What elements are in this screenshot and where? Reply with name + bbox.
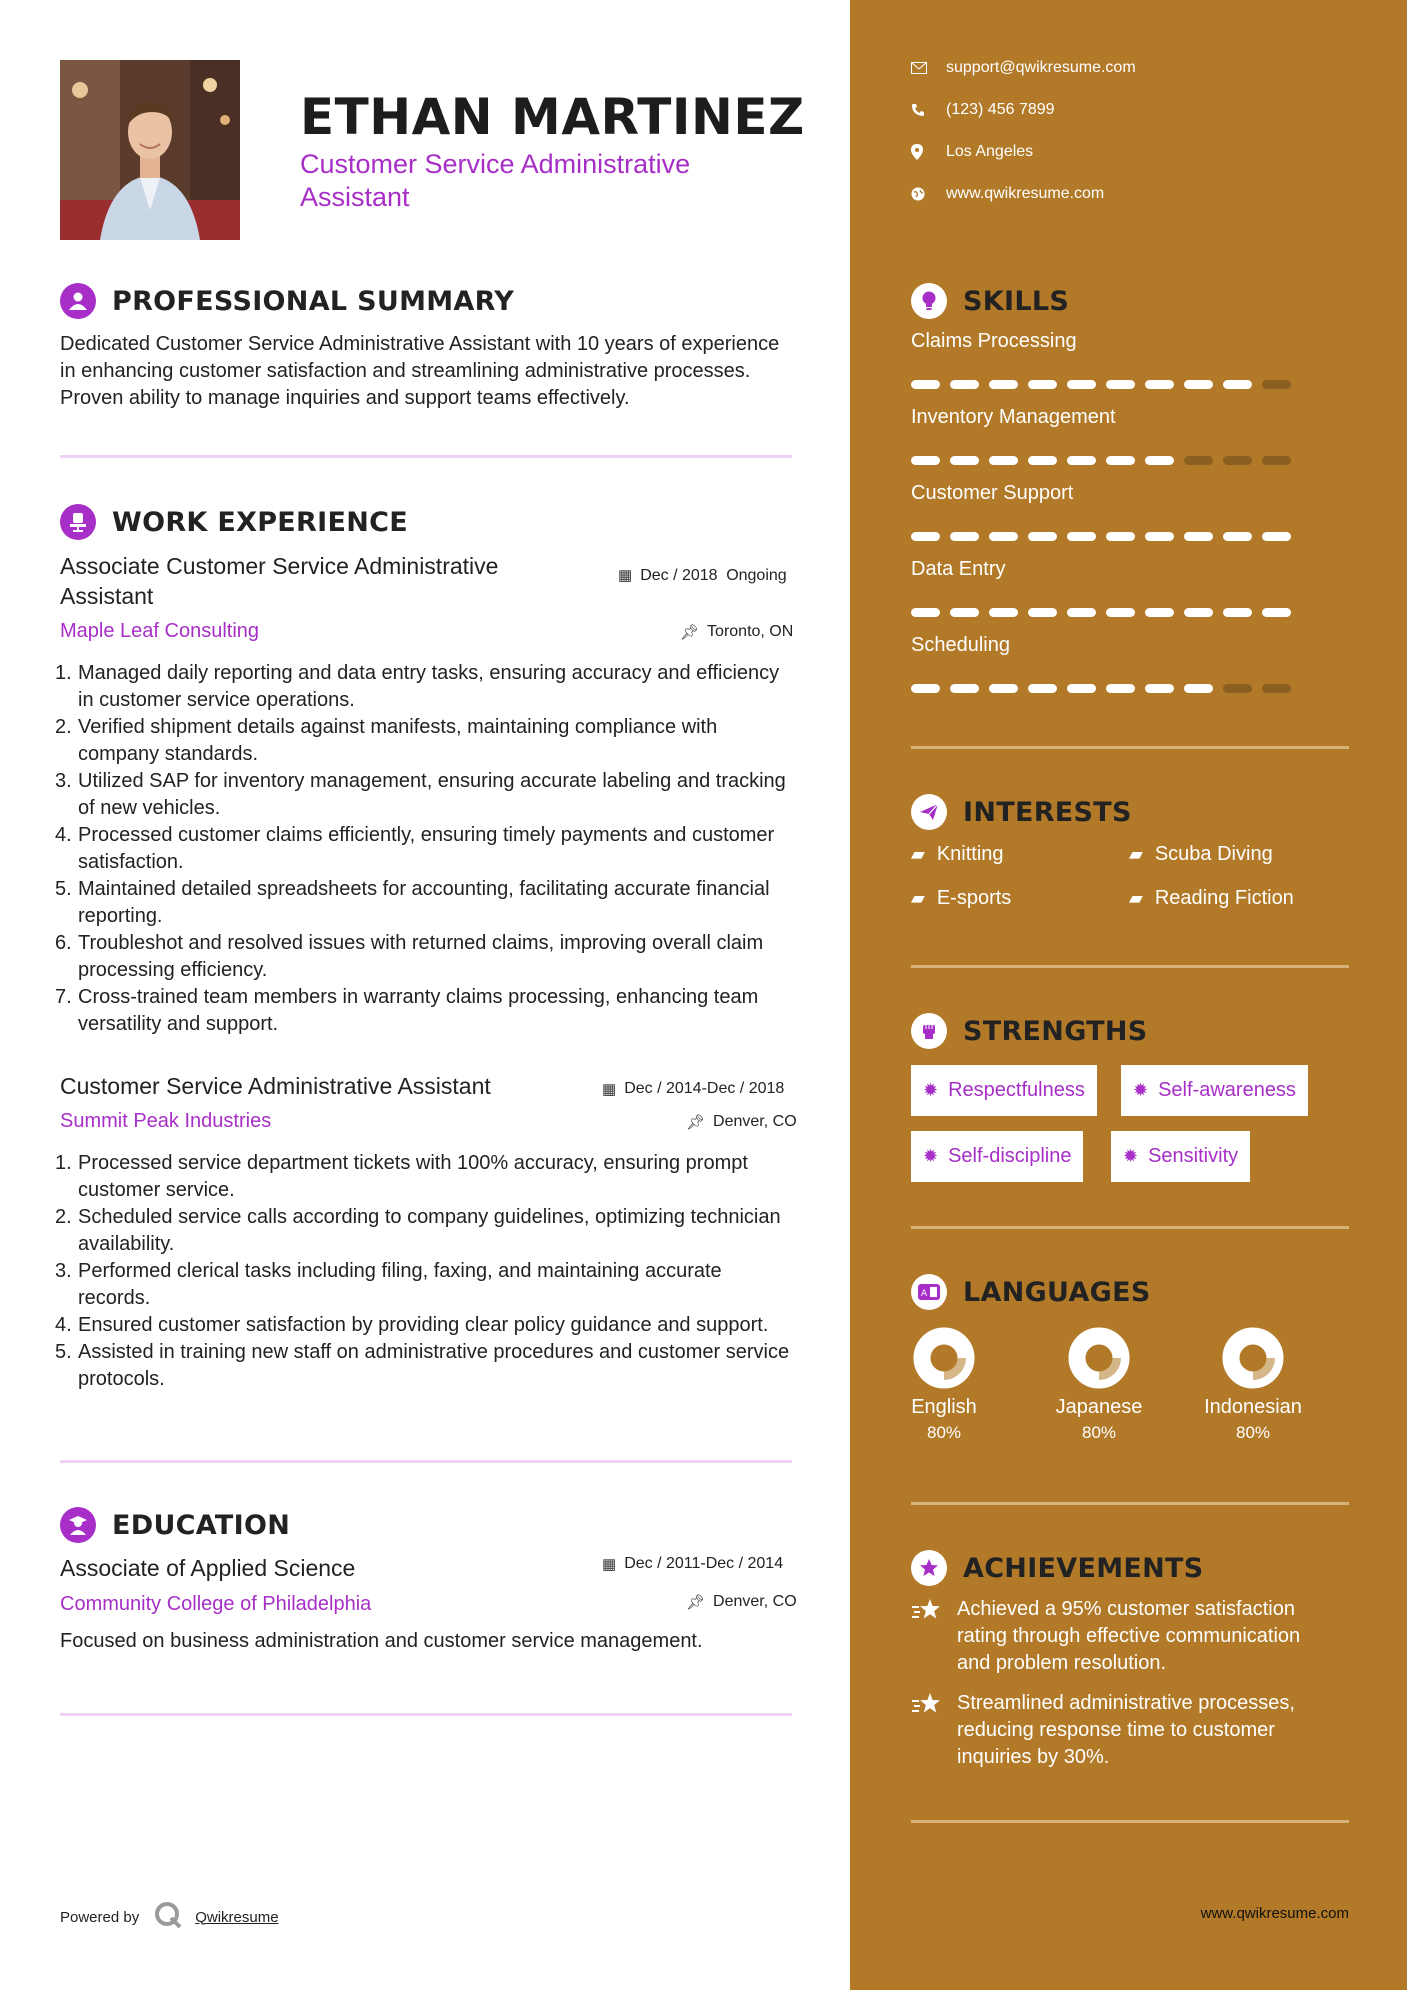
language-item: English 80%	[884, 1325, 1004, 1443]
summary-section-heading	[60, 281, 514, 321]
star-icon	[911, 1690, 957, 1771]
skill-level-bar	[911, 380, 1291, 389]
duty-item: 2. Scheduled service calls according to company guidelines, optimizing technician availability.	[55, 1206, 781, 1255]
contact-email[interactable]: support@qwikresume.com	[911, 59, 1136, 77]
skill-level-segment	[1145, 456, 1174, 465]
skill-level-segment	[1106, 380, 1135, 389]
skill-level-segment	[1223, 684, 1252, 693]
profile-photo	[60, 60, 240, 240]
job-dates: ▦ Dec / 2018 Ongoing	[618, 567, 787, 584]
interests-section-heading	[911, 792, 1132, 832]
skill-level-segment	[1184, 380, 1213, 389]
interest-item: ▰ E-sports	[911, 887, 1012, 909]
achievements-heading: ACHIEVEMENTS	[963, 1552, 1204, 1584]
skill-level-segment	[1028, 684, 1057, 693]
language-level-ring	[911, 1325, 977, 1391]
skill-level-segment	[1106, 532, 1135, 541]
skill-level-segment	[1145, 532, 1174, 541]
duty-item: 5. Maintained detailed spreadsheets for accounting, facilitating accurate financial reporting.	[55, 878, 770, 927]
skill-level-segment	[1223, 608, 1252, 617]
book-icon: ▰	[911, 888, 925, 908]
job-role: Associate Customer Service Administrative Assistant	[60, 553, 499, 609]
user-icon	[60, 283, 96, 319]
duty-item: 1. Processed service department tickets with 100% accuracy, ensuring prompt customer service.	[55, 1152, 748, 1201]
contact-website[interactable]: www.qwikresume.com	[911, 185, 1104, 203]
qwikresume-logo-icon	[153, 1900, 183, 1934]
badge-icon: ✹	[923, 1080, 939, 1100]
summary-heading: PROFESSIONAL SUMMARY	[112, 285, 515, 317]
strengths-heading: STRENGTHS	[963, 1015, 1148, 1047]
skill-level-segment	[1067, 608, 1096, 617]
graduate-icon	[60, 1507, 96, 1543]
pin-icon: 📌︎	[686, 1114, 706, 1131]
summary-text: Dedicated Customer Service Administrative Assistant with 10 years of experience in enhancing customer satisfaction and streamlining administrative processes. Proven ability to manage inquiries and support teams effectively.	[60, 333, 780, 409]
strengths-section-heading	[911, 1011, 1148, 1051]
achievement-item: Streamlined administrative processes, reducing response time to customer inquiries by 30%.	[911, 1690, 1337, 1771]
education-section-heading	[60, 1505, 290, 1545]
education-location: 📌︎ Denver, CO	[686, 1593, 797, 1611]
strength-badge: ✹ Sensitivity	[1111, 1131, 1250, 1182]
divider	[60, 455, 792, 458]
map-pin-icon	[911, 144, 941, 160]
skill-level-segment	[1223, 380, 1252, 389]
skill-level-segment	[1028, 608, 1057, 617]
interest-item: ▰ Scuba Diving	[1129, 843, 1273, 865]
skill-name: Scheduling	[911, 634, 1010, 656]
strength-badge: ✹ Self-awareness	[1121, 1065, 1308, 1116]
skill-name: Customer Support	[911, 482, 1074, 504]
paper-plane-icon	[911, 794, 947, 830]
skill-level-segment	[950, 684, 979, 693]
job-role: Customer Service Administrative Assistant	[60, 1073, 491, 1099]
skill-level-segment	[1262, 532, 1291, 541]
fist-icon	[911, 1013, 947, 1049]
skill-level-segment	[1145, 608, 1174, 617]
skill-level-segment	[1223, 456, 1252, 465]
skill-level-segment	[1262, 456, 1291, 465]
skills-section-heading	[911, 281, 1069, 321]
badge-icon: ✹	[1133, 1080, 1149, 1100]
job-company: Maple Leaf Consulting	[60, 620, 260, 642]
duty-item: 4. Processed customer claims efficiently, ensuring timely payments and customer satisfaction.	[55, 824, 775, 873]
skill-level-segment	[989, 684, 1018, 693]
skill-level-bar	[911, 456, 1291, 465]
language-item: Indonesian 80%	[1193, 1325, 1313, 1443]
duty-item: 3. Utilized SAP for inventory management, ensuring accurate labeling and tracking of new vehicles.	[55, 770, 786, 819]
skill-level-segment	[1184, 684, 1213, 693]
candidate-title: Customer Service Administrative Assistant	[300, 149, 691, 212]
skill-level-segment	[950, 380, 979, 389]
book-icon: ▰	[1129, 888, 1143, 908]
job-dates: ▦ Dec / 2014-Dec / 2018	[602, 1080, 785, 1098]
skill-level-segment	[911, 608, 940, 617]
skill-level-segment	[1262, 380, 1291, 389]
job-duties	[55, 1150, 798, 1393]
interests-heading: INTERESTS	[963, 796, 1132, 828]
duty-item: 4. Ensured customer satisfaction by providing clear policy guidance and support.	[55, 1314, 769, 1336]
skill-level-segment	[1028, 532, 1057, 541]
skill-level-segment	[1067, 684, 1096, 693]
skill-level-segment	[1262, 684, 1291, 693]
interest-item: ▰ Knitting	[911, 843, 1004, 865]
skill-level-segment	[1028, 380, 1057, 389]
skill-level-segment	[1184, 608, 1213, 617]
svg-text:A: A	[921, 1289, 928, 1299]
skills-heading: SKILLS	[963, 285, 1070, 317]
duty-item: 1. Managed daily reporting and data entry tasks, ensuring accuracy and efficiency in customer service operations.	[55, 662, 780, 711]
skill-level-segment	[989, 456, 1018, 465]
duty-item: 3. Performed clerical tasks including filing, faxing, and maintaining accurate records.	[55, 1260, 722, 1309]
skill-name: Data Entry	[911, 558, 1006, 580]
skill-level-segment	[1145, 684, 1174, 693]
job-location: 📌︎ Toronto, ON	[680, 623, 794, 641]
divider	[911, 1226, 1349, 1229]
divider	[60, 1460, 792, 1463]
phone-icon	[911, 103, 941, 117]
badge-icon: ✹	[1123, 1146, 1139, 1166]
interest-item: ▰ Reading Fiction	[1129, 887, 1294, 909]
languages-section-heading	[911, 1272, 1151, 1312]
skill-level-bar	[911, 532, 1291, 541]
language-item: Japanese 80%	[1039, 1325, 1159, 1443]
skill-level-segment	[1106, 456, 1135, 465]
education-school: Community College of Philadelphia	[60, 1593, 372, 1615]
experience-heading: WORK EXPERIENCE	[112, 506, 408, 538]
footer-powered-by: Powered by Qwikresume	[60, 1900, 279, 1934]
achievement-item: Achieved a 95% customer satisfaction rating through effective communication and problem resolution.	[911, 1596, 1337, 1677]
skill-level-segment	[1028, 456, 1057, 465]
divider	[911, 1502, 1349, 1505]
skill-level-segment	[1067, 456, 1096, 465]
skill-name: Inventory Management	[911, 406, 1116, 428]
skill-level-segment	[911, 684, 940, 693]
strength-badge: ✹ Self-discipline	[911, 1131, 1083, 1182]
book-icon: ▰	[1129, 844, 1143, 864]
contact-location: Los Angeles	[911, 143, 1033, 161]
job-company: Summit Peak Industries	[60, 1110, 272, 1132]
calendar-icon: ▦	[618, 567, 633, 584]
education-degree: Associate of Applied Science	[60, 1555, 356, 1581]
skill-level-segment	[950, 608, 979, 617]
education-dates: ▦ Dec / 2011-Dec / 2014	[602, 1555, 784, 1573]
strength-badge: ✹ Respectfulness	[911, 1065, 1097, 1116]
skill-level-segment	[950, 456, 979, 465]
skill-level-segment	[1145, 380, 1174, 389]
education-heading: EDUCATION	[112, 1509, 291, 1541]
experience-section-heading	[60, 502, 408, 542]
achievements-section-heading	[911, 1548, 1204, 1588]
skill-level-bar	[911, 608, 1291, 617]
skill-level-segment	[1067, 532, 1096, 541]
skill-name: Claims Processing	[911, 330, 1077, 352]
job-location: 📌︎ Denver, CO	[686, 1113, 797, 1131]
calendar-icon: ▦	[602, 1081, 617, 1098]
skill-level-segment	[989, 532, 1018, 541]
divider	[911, 965, 1349, 968]
candidate-name: ETHAN MARTINEZ	[300, 88, 805, 146]
duty-item: 5. Assisted in training new staff on administrative procedures and customer service protocols.	[55, 1341, 790, 1390]
pin-icon: 📌︎	[680, 624, 700, 641]
badge-icon: ✹	[923, 1146, 939, 1166]
skill-level-segment	[911, 380, 940, 389]
lightbulb-icon	[911, 283, 947, 319]
divider	[60, 1713, 792, 1716]
pin-icon: 📌︎	[686, 1594, 706, 1611]
calendar-icon: ▦	[602, 1556, 617, 1573]
skill-level-segment	[989, 608, 1018, 617]
skill-level-segment	[1106, 684, 1135, 693]
skill-level-segment	[989, 380, 1018, 389]
qwikresume-link[interactable]: Qwikresume	[195, 1908, 279, 1926]
briefcase-chair-icon	[60, 504, 96, 540]
skill-level-segment	[1262, 608, 1291, 617]
skill-level-segment	[1067, 380, 1096, 389]
skill-level-segment	[950, 532, 979, 541]
duty-item: 7. Cross-trained team members in warranty claims processing, enhancing team versatility and support.	[55, 986, 759, 1035]
divider	[911, 746, 1349, 749]
footer-website[interactable]: www.qwikresume.com	[1200, 1905, 1349, 1922]
skill-level-segment	[911, 456, 940, 465]
star-icon	[911, 1596, 957, 1677]
book-icon: ▰	[911, 844, 925, 864]
star-icon	[911, 1550, 947, 1586]
envelope-icon	[911, 62, 941, 74]
contact-phone[interactable]: (123) 456 7899	[911, 101, 1055, 119]
skill-level-segment	[1106, 608, 1135, 617]
duty-item: 2. Verified shipment details against manifests, maintaining compliance with company standards.	[55, 716, 718, 765]
skill-level-segment	[1184, 532, 1213, 541]
language-level-ring	[1220, 1325, 1286, 1391]
skill-level-segment	[1223, 532, 1252, 541]
languages-heading: LANGUAGES	[963, 1276, 1151, 1308]
skill-level-segment	[911, 532, 940, 541]
translate-icon	[911, 1274, 947, 1310]
skill-level-segment	[1184, 456, 1213, 465]
education-description: Focused on business administration and customer service management.	[60, 1630, 703, 1652]
divider	[911, 1820, 1349, 1823]
job-duties	[55, 660, 798, 1038]
skill-level-bar	[911, 684, 1291, 693]
language-level-ring	[1066, 1325, 1132, 1391]
duty-item: 6. Troubleshot and resolved issues with returned claims, improving overall claim processing efficiency.	[55, 932, 764, 981]
globe-icon	[911, 187, 941, 201]
